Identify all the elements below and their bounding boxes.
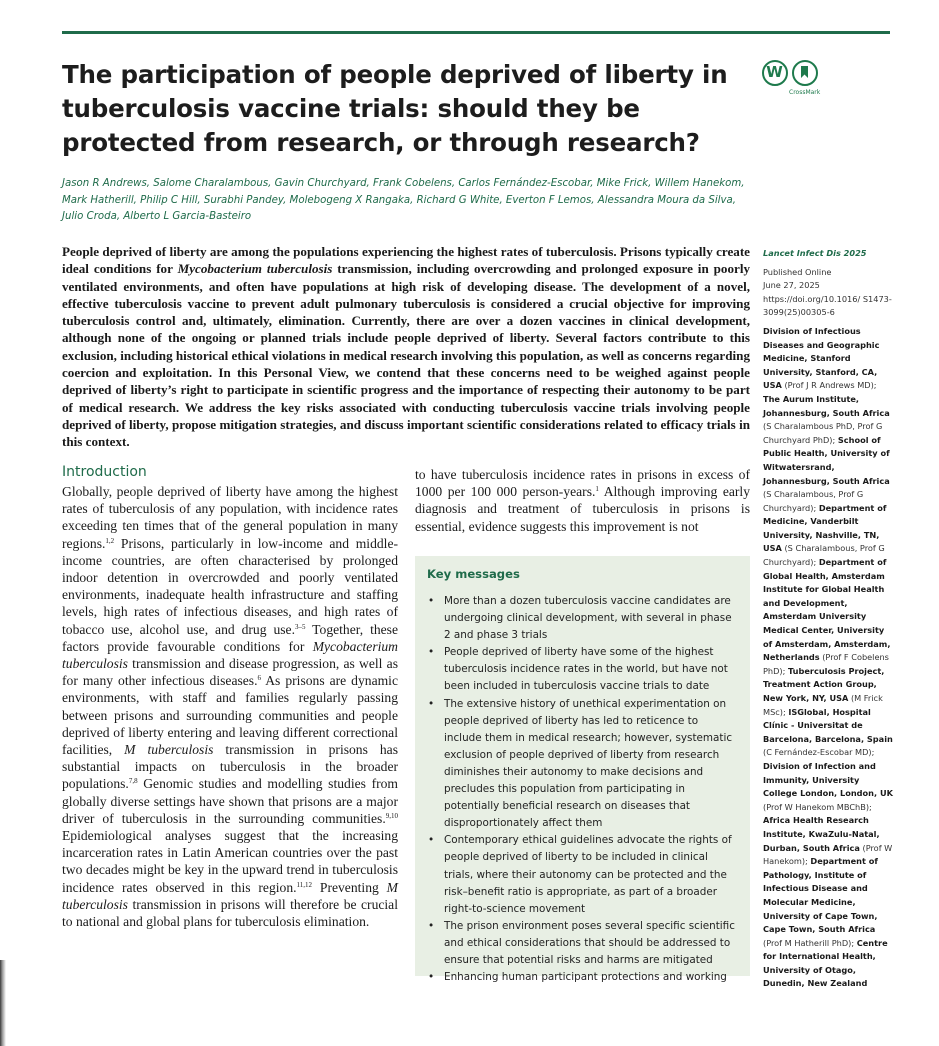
citation-ref[interactable]: 1,2 xyxy=(105,536,115,545)
crossmark-icon[interactable] xyxy=(792,60,818,86)
citation-ref[interactable]: 9,10 xyxy=(385,811,398,820)
citation-ref[interactable]: 1 xyxy=(595,485,599,494)
affiliation-people: (Prof J R Andrews MD); xyxy=(781,380,877,391)
affiliation-institution: Department of Pathology, Institute of Infectious Disease and Molecular Medicine, University of Cape Town, Cape Town, South Africa xyxy=(763,856,878,935)
intro-text: Although improving early diagnosis and treatment of tuberculosis in prisons is essential, evidence suggests this improvement is not xyxy=(415,484,750,534)
abstract-italic-organism: Mycobacterium tuberculosis xyxy=(177,261,333,277)
affiliation-institution: ISGlobal, Hospital Clínic - Universitat de Barcelona, Barcelona, Spain xyxy=(763,706,893,744)
intro-text: Together, these factors provide favourable conditions for xyxy=(62,621,399,654)
citation-ref[interactable]: 6 xyxy=(257,674,261,683)
intro-italic-organism: Mycobacterium tuberculosis xyxy=(62,638,398,672)
author-list: Jason R Andrews, Salome Charalambous, Gavin Churchyard, Frank Cobelens, Carlos Fernández-Escobar, Mike Frick, Willem Hanekom, Mark Hatherill, Philip C Hill, Surabhi Pandey, Molebogeng X Rangaka, Richard G White, Everton F Lemos, Alessandra Moura da Silva, Julio Croda, Alberto L Garcia-Basteiro xyxy=(62,178,745,222)
key-messages-title: Key messages xyxy=(427,567,520,581)
citation-ref[interactable]: 7,8 xyxy=(128,777,138,786)
introduction-column-1 xyxy=(62,483,398,930)
affiliation-people: (M Frick MSc); xyxy=(763,693,883,717)
article-sidebar xyxy=(763,247,895,991)
affiliation-people: (S Charalambous, Prof G Churchyard); xyxy=(763,489,864,513)
affiliations xyxy=(763,325,895,991)
affiliation-institution: Division of Infectious Diseases and Geographic Medicine, Stanford University, Stanford, CA, USA xyxy=(763,325,880,391)
intro-text: transmission and disease progression, as well as for many other infectious diseases. xyxy=(62,656,398,689)
affiliation-institution: Africa Health Research Institute, KwaZulu-Natal, Durban, South Africa xyxy=(763,815,880,853)
affiliation-people: (Prof W Hanekom); xyxy=(763,842,893,867)
open-access-badge-icon[interactable] xyxy=(762,60,788,86)
affiliation-people: (Prof F Cobelens PhD); xyxy=(763,652,889,676)
affiliation-people: (S Charalambous, Prof G Churchyard); xyxy=(763,543,885,568)
key-message-item: • More than a dozen tuberculosis vaccine candidates are undergoing clinical development, with several in phase 2 and phase 3 trials xyxy=(427,593,737,644)
abstract-text-1: People deprived of liberty are among the populations experiencing the highest rates of tuberculosis. Prisons typically create ideal conditions for xyxy=(62,244,750,277)
introduction-column-2 xyxy=(415,466,750,535)
affiliation-people: (Prof M Hatherill PhD); xyxy=(763,937,855,948)
affiliation-institution: Department of Global Health, Amsterdam Institute for Global Health and Development, Amsterdam University Medical Center, University of Amsterdam, Amsterdam, Netherlands xyxy=(763,557,891,663)
intro-text: transmission in prisons has substantial impacts on tuberculosis in the broader populations. xyxy=(62,742,398,792)
article-badges xyxy=(760,60,830,100)
doi-link[interactable]: https://doi.org/10.1016/ S1473-3099(25)00305-6 xyxy=(763,293,892,318)
key-message-item: • The extensive history of unethical experimentation on people deprived of liberty has led to reticence to include them in medical research; however, systematic exclusion of people deprived of liberty from research diminishes their autonomy to make decisions and precludes this population from participating in potentially beneficial research on diseases that disproportionately affect them xyxy=(427,696,737,833)
key-message-item: • The prison environment poses several specific scientific and ethical considerations that should be addressed to ensure that potential risks and harms are mitigated xyxy=(427,918,737,969)
affiliation-institution: School of Public Health, University of Witwatersrand, Johannesburg, South Africa xyxy=(763,434,890,486)
article-title: The participation of people deprived of liberty in tuberculosis vaccine trials: should they be protected from research, or through research? xyxy=(62,60,728,157)
intro-italic-organism: M tuberculosis xyxy=(62,879,398,912)
crossmark-label: CrossMark xyxy=(789,89,821,96)
intro-text: Globally, people deprived of liberty have among the highest rates of tuberculosis of any population, with incidence rates exceeding ten times that of the general population in many regions. xyxy=(62,484,398,551)
key-message-item: • People deprived of liberty have some of the highest tuberculosis incidence rates in the world, but have not been included in tuberculosis vaccine trials to date xyxy=(427,644,737,695)
affiliation-people: (S Charalambous PhD, Prof G Churchyard PhD); xyxy=(763,421,883,445)
affiliation-people: (Prof W Hanekom MBChB); xyxy=(763,801,872,812)
intro-text: transmission in prisons will therefore be crucial to national and global plans for tuberculosis elimination. xyxy=(62,896,398,930)
journal-citation: Lancet Infect Dis 2025 xyxy=(763,248,867,258)
citation-ref[interactable]: 11,12 xyxy=(296,880,313,889)
intro-text: Genomic studies and modelling studies from globally diverse settings have shown that prisons are a major driver of tuberculosis in the surrounding communities. xyxy=(62,776,398,826)
affiliation-institution: Tuberculosis Project, Treatment Action Group, New York, NY, USA xyxy=(763,665,885,703)
abstract-text-2: transmission, including overcrowding and prolonged exposure in poorly ventilated environments, and often have populations at high risk of developing disease. The development of a novel, effective tuberculosis vaccine to prevent adult pulmonary tuberculosis is considered a crucial objective for improving tuberculosis control and, ultimately, elimination. Currently, there are over a dozen vaccines in clinical development, although none of the ongoing or planned trials include people deprived of liberty. Several factors contribute to this exclusion, including historical ethical violations in medical research involving this population, as well as concerns regarding coercion and exploitation. In this Personal View, we contend that these concerns need to be weighed against people deprived of liberty’s right to participate in scientific progress and the importance of respecting their autonomy to be part of medical research. We address the key risks associated with conducting tuberculosis vaccine trials involving people deprived of liberty, propose mitigation strategies, and discuss important scientific considerations related to efficacy trials in this context. xyxy=(62,261,751,450)
key-message-item: • Enhancing human participant protections and working xyxy=(427,969,737,986)
introduction-heading: Introduction xyxy=(62,464,147,480)
header-rule xyxy=(62,31,890,34)
affiliation-institution: The Aurum Institute, Johannesburg, South Africa xyxy=(763,393,890,418)
intro-text: Prisons, particularly in low-income and middle-income countries, are often characterised by prolonged indoor detention in overcrowded and poorly ventilated environments, inadequate health infrastructure and staffing levels, high rates of infectious diseases, and high rates of tobacco use, alcohol use, and drug use. xyxy=(62,535,398,637)
badge-letter: W xyxy=(766,63,783,81)
key-messages-list xyxy=(427,593,737,986)
affiliation-institution: Department of Medicine, Vanderbilt University, Nashville, TN, USA xyxy=(763,502,887,554)
crossmark-bookmark-icon xyxy=(794,62,815,83)
affiliation-institution: Centre for International Health, University of Otago, Dunedin, New Zealand xyxy=(763,937,888,989)
intro-text: Epidemiological analyses suggest that the increasing incarceration rates in Latin American countries over the past two decades might be key in the upward trend in tuberculosis incidence rates observed in this region. xyxy=(62,828,398,895)
affiliation-institution: Division of Infection and Immunity, University College London, London, UK xyxy=(763,760,893,799)
published-label: Published Online xyxy=(763,266,832,277)
key-message-item: • Contemporary ethical guidelines advocate the rights of people deprived of liberty to be included in clinical trials, where their autonomy can be protected and the risk–benefit ratio is appropriate, as part of a broader right-to-science movement xyxy=(427,832,737,917)
intro-text: Preventing xyxy=(312,879,387,895)
published-date: June 27, 2025 xyxy=(763,280,820,291)
affiliation-people: (C Fernández-Escobar MD); xyxy=(763,747,875,758)
intro-text: to have tuberculosis incidence rates in prisons in excess of 1000 per 100 000 person-years. xyxy=(415,467,750,500)
intro-italic-organism: M tuberculosis xyxy=(124,742,214,758)
citation-ref[interactable]: 3–5 xyxy=(294,622,306,631)
key-messages-panel xyxy=(415,556,750,984)
intro-text: As prisons are dynamic environments, with staff and families regularly passing between prisons and surrounding communities and people deprived of liberty entering and leaving different correctional facilities, xyxy=(62,673,398,758)
abstract xyxy=(62,243,750,451)
